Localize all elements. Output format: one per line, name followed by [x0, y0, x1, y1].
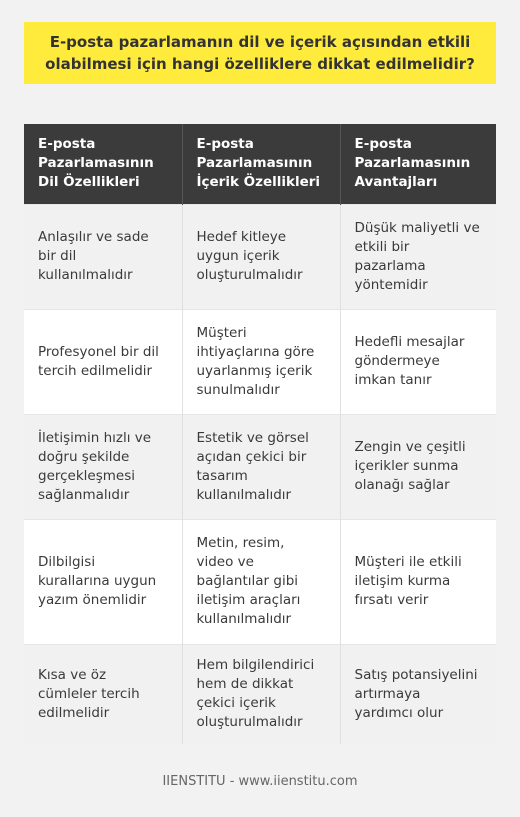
page-title — [24, 22, 496, 84]
table-cell: Zengin ve çeşitli içerikler sunma olanağı sağlar — [340, 414, 496, 519]
table-row — [24, 414, 496, 519]
table-cell: Müşteri ile etkili iletişim kurma fırsatı verir — [340, 519, 496, 644]
table-row — [24, 644, 496, 744]
table-cell: Estetik ve görsel açıdan çekici bir tasarım kullanılmalıdır — [182, 414, 340, 519]
table-cell: Hem bilgilendirici hem de dikkat çekici içerik oluşturulmalıdır — [182, 644, 340, 744]
header-content-features: E-posta Pazarlamasının İçerik Özellikleri — [182, 124, 340, 204]
table-row — [24, 519, 496, 644]
comparison-table — [24, 124, 496, 744]
table-cell: Satış potansiyelini artırmaya yardımcı olur — [340, 644, 496, 744]
table-row — [24, 309, 496, 414]
footer-credit: IIENSTITU - www.iienstitu.com — [162, 774, 358, 789]
table-cell: İletişimin hızlı ve doğru şekilde gerçekleşmesi sağlanmalıdır — [24, 414, 182, 519]
table-cell: Anlaşılır ve sade bir dil kullanılmalıdır — [24, 204, 182, 309]
page-title-text: E-posta pazarlamanın dil ve içerik açısından etkili olabilmesi için hangi özelliklere dikkat edilmelidir? — [45, 33, 475, 73]
table-cell: Düşük maliyetli ve etkili bir pazarlama yöntemidir — [340, 204, 496, 309]
table-cell: Metin, resim, video ve bağlantılar gibi iletişim araçları kullanılmalıdır — [182, 519, 340, 644]
table-cell: Hedef kitleye uygun içerik oluşturulmalıdır — [182, 204, 340, 309]
table-cell: Profesyonel bir dil tercih edilmelidir — [24, 309, 182, 414]
table-cell: Kısa ve öz cümleler tercih edilmelidir — [24, 644, 182, 744]
table-cell: Müşteri ihtiyaçlarına göre uyarlanmış içerik sunulmalıdır — [182, 309, 340, 414]
header-language-features: E-posta Pazarlamasının Dil Özellikleri — [24, 124, 182, 204]
header-advantages: E-posta Pazarlamasının Avantajları — [340, 124, 496, 204]
table-cell: Dilbilgisi kurallarına uygun yazım önemlidir — [24, 519, 182, 644]
table-cell: Hedefli mesajlar göndermeye imkan tanır — [340, 309, 496, 414]
table-header-row — [24, 124, 496, 204]
table-row — [24, 204, 496, 309]
